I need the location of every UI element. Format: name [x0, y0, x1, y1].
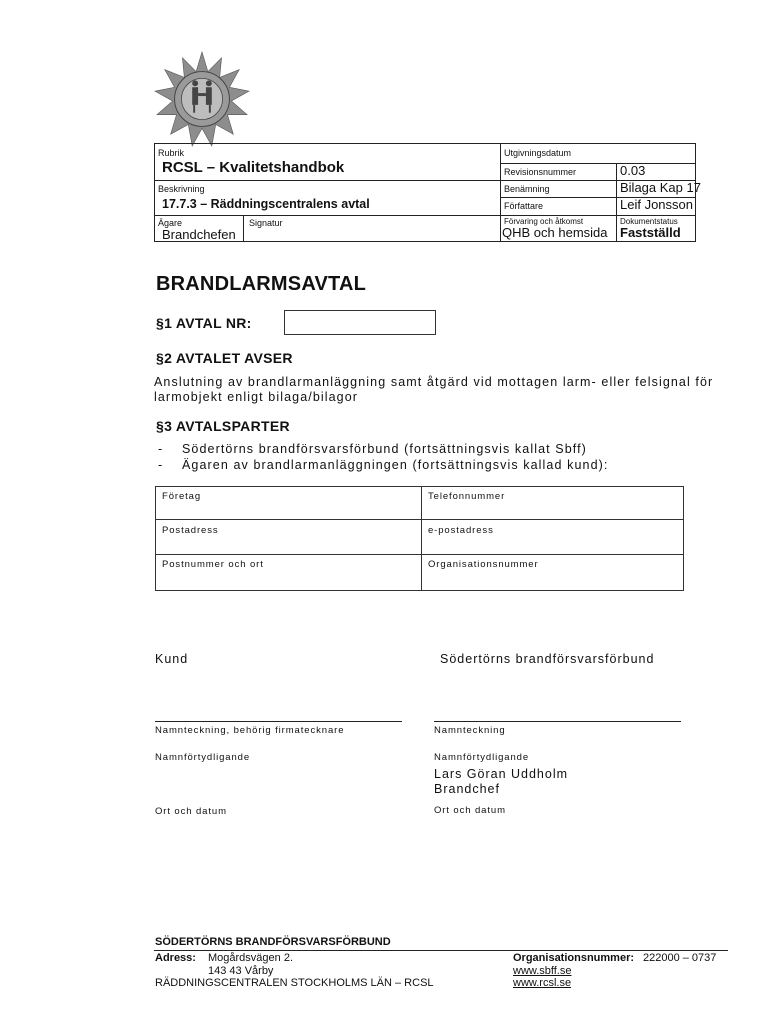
- benamning-label: Benämning: [504, 184, 550, 194]
- section-2-body-line2: larmobjekt enligt bilaga/bilagor: [154, 390, 359, 404]
- agare-label: Ägare: [158, 218, 183, 228]
- utgivningsdatum-label: Utgivningsdatum: [504, 148, 572, 158]
- sbff-namnfortydligande-label: Namnförtydligande: [434, 752, 530, 763]
- signatur-label: Signatur: [249, 218, 283, 228]
- footer-divider: [154, 950, 728, 951]
- forvaring-label: Förvaring och åtkomst: [504, 217, 584, 226]
- forvaring-value: QHB och hemsida: [502, 225, 608, 240]
- section-3-heading: §3 AVTALSPARTER: [156, 418, 290, 434]
- footer-adress-line1: Mogårdsvägen 2.: [208, 952, 293, 964]
- footer-link-sbff[interactable]: www.sbff.se: [513, 965, 572, 977]
- kund-heading: Kund: [155, 652, 189, 666]
- sbff-heading: Södertörns brandförsvarsförbund: [440, 652, 655, 666]
- footer-adress-line3: RÄDDNINGSCENTRALEN STOCKHOLMS LÄN – RCSL: [155, 977, 434, 989]
- section-2-body-line1: Anslutning av brandlarmanläggning samt åtgärd vid mottagen larm- eller felsignal för: [154, 375, 714, 389]
- section-2-heading: §2 AVTALET AVSER: [156, 350, 293, 366]
- sbff-signatory-name: Lars Göran Uddholm: [434, 767, 569, 781]
- forfattare-value: Leif Jonsson: [620, 197, 693, 212]
- postadress-field[interactable]: Postadress: [162, 525, 219, 536]
- fire-brigade-emblem-logo: [153, 50, 251, 148]
- party-item-sbff: Södertörns brandförsvarsförbund (fortsättningsvis kallat Sbff): [182, 442, 587, 456]
- organisationsnummer-field[interactable]: Organisationsnummer: [428, 559, 539, 570]
- footer-orgnr-label: Organisationsnummer:: [513, 952, 635, 964]
- kund-namnfortydligande-label: Namnförtydligande: [155, 752, 251, 763]
- footer-adress-line2: 143 43 Vårby: [208, 965, 274, 977]
- revisionsnummer-label: Revisionsnummer: [504, 167, 577, 177]
- party-item-kund: Ägaren av brandlarmanläggningen (fortsättningsvis kallad kund):: [182, 458, 609, 472]
- foretag-field[interactable]: Företag: [162, 491, 202, 502]
- revisionsnummer-value: 0.03: [620, 163, 646, 178]
- forfattare-label: Författare: [504, 201, 544, 211]
- footer-orgnr-value: 222000 – 0737: [643, 952, 717, 964]
- avtal-nr-field[interactable]: [284, 310, 436, 335]
- footer-adress-label: Adress:: [155, 952, 196, 964]
- kund-ort-datum-label: Ort och datum: [155, 806, 227, 817]
- benamning-value: Bilaga Kap 17: [620, 180, 701, 195]
- bullet-dash: -: [158, 442, 164, 456]
- agare-value: Brandchefen: [162, 227, 236, 242]
- document-header-table: [154, 143, 701, 242]
- beskrivning-label: Beskrivning: [158, 184, 205, 194]
- dokumentstatus-label: Dokumentstatus: [620, 217, 678, 226]
- kund-namnteckning-label: Namnteckning, behörig firmatecknare: [155, 725, 345, 736]
- section-1-heading: §1 AVTAL NR:: [156, 315, 252, 331]
- document-title: BRANDLARMSAVTAL: [156, 273, 367, 295]
- telefonnummer-field[interactable]: Telefonnummer: [428, 491, 506, 502]
- rubrik-value: RCSL – Kvalitetshandbok: [162, 159, 345, 176]
- rubrik-label: Rubrik: [158, 148, 185, 158]
- beskrivning-value: 17.7.3 – Räddningscentralens avtal: [162, 197, 370, 211]
- footer-link-rcsl[interactable]: www.rcsl.se: [513, 977, 572, 989]
- postnummer-ort-field[interactable]: Postnummer och ort: [162, 559, 264, 570]
- sbff-ort-datum-label: Ort och datum: [434, 805, 506, 816]
- customer-details-table: [155, 486, 684, 591]
- sbff-signatory-title: Brandchef: [434, 782, 500, 796]
- sbff-namnteckning-label: Namnteckning: [434, 725, 506, 736]
- bullet-dash: -: [158, 458, 164, 472]
- sbff-signature-line[interactable]: [434, 721, 681, 722]
- footer-org-name: SÖDERTÖRNS BRANDFÖRSVARSFÖRBUND: [155, 936, 391, 948]
- dokumentstatus-value: Fastställd: [620, 225, 681, 240]
- kund-signature-line[interactable]: [155, 721, 402, 722]
- epostadress-field[interactable]: e-postadress: [428, 525, 494, 536]
